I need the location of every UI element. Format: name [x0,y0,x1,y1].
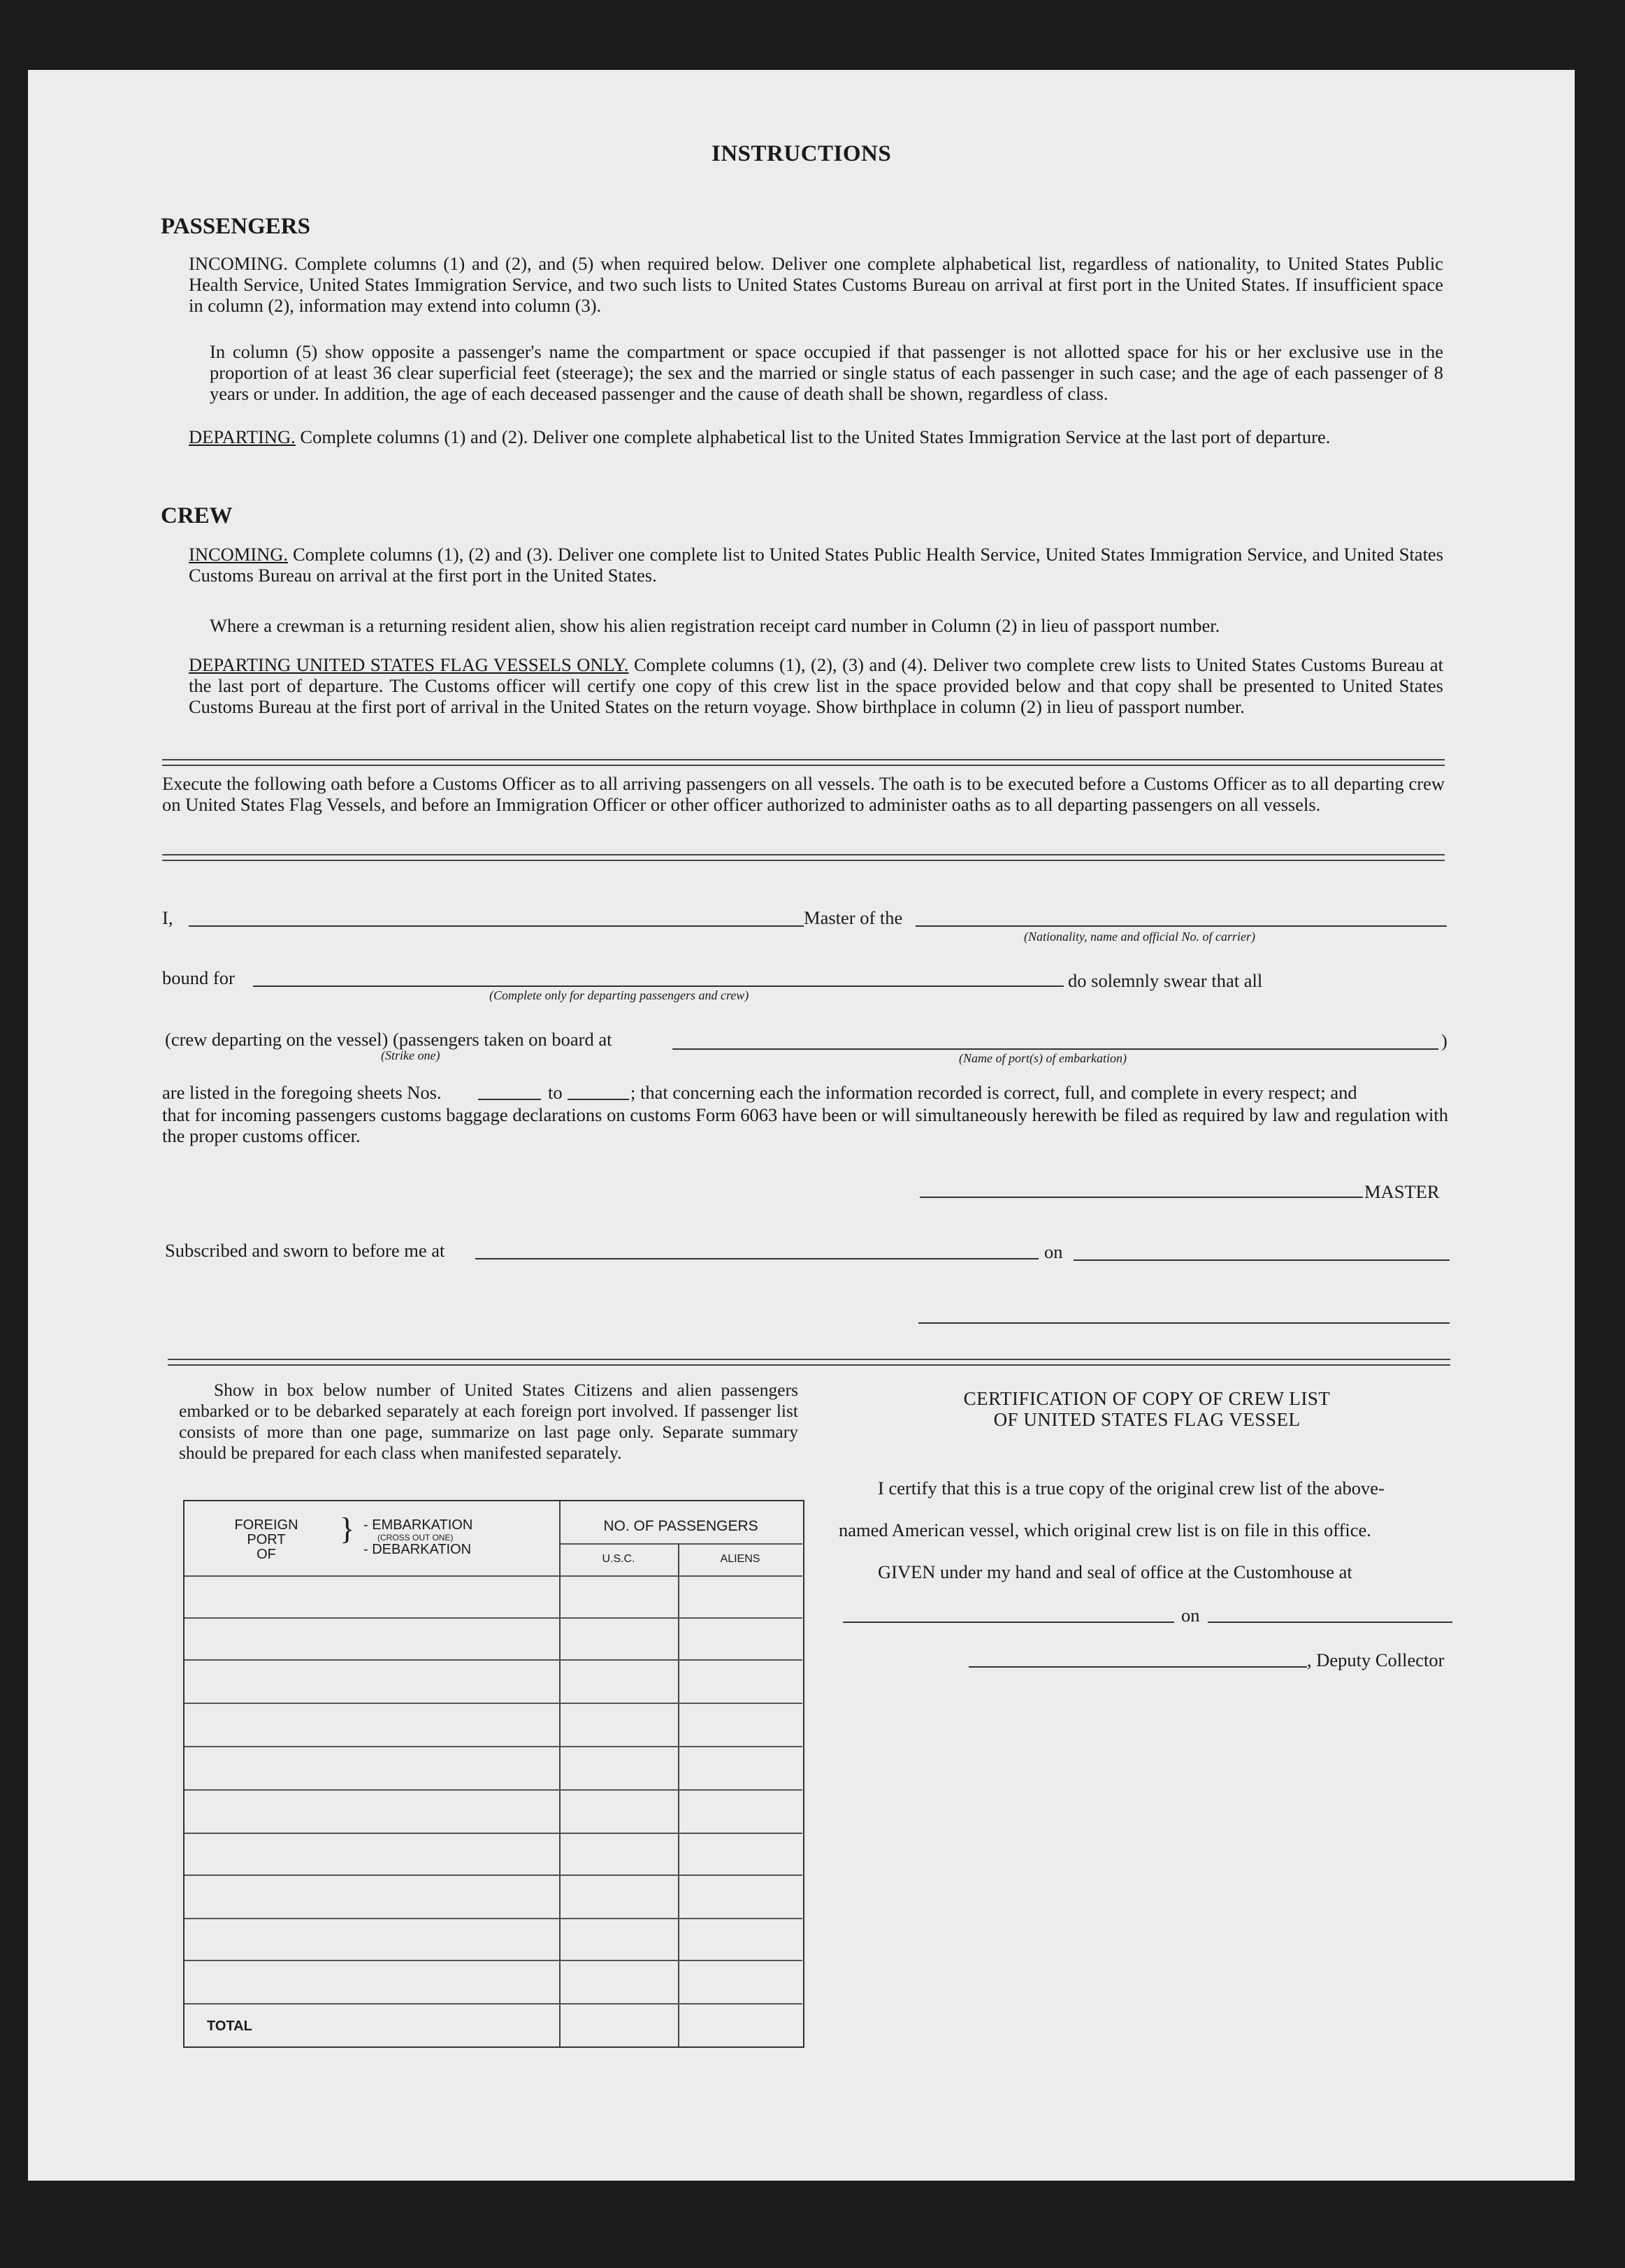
certification-text-2: named American vessel, which original crew list is on file in this office. [839,1519,1371,1540]
master-name-field[interactable] [189,925,804,927]
table-row[interactable] [185,1617,802,1619]
passenger-summary-table [183,1500,804,2048]
oath-intro: Execute the following oath before a Customs Officer as to all arriving passengers on all vessels. The oath is to be executed before a Customs Officer as to all departing crew on United States Flag Vessels, and before an Immigration Officer or other officer authorized to administer oaths as to all departing passengers on all vessels. [162,773,1445,815]
bound-for-label: bound for [162,967,235,988]
certification-heading-line1: CERTIFICATION OF COPY OF CREW LIST [963,1388,1331,1409]
carrier-field[interactable] [916,925,1447,927]
passengers-heading: PASSENGERS [161,214,310,239]
certification-text-3: GIVEN under my hand and seal of office at the Customhouse at [878,1561,1352,1582]
certification-heading [864,1388,1430,1430]
certification-heading-line2: OF UNITED STATES FLAG VESSEL [993,1409,1301,1430]
crew-incoming-paragraph [189,544,1443,586]
table-row[interactable] [185,1746,802,1747]
double-rule [162,759,1445,766]
passengers-column5-paragraph: In column (5) show opposite a passenger's name the compartment or space occupied if that passenger is not allotted space for his or her exclusive use in the proportion of at least 36 clear superficial feet (steerage); the sex and the married or single status of each passenger in such case; and the age of each passenger of 8 years or under. In addition, the age of each deceased passenger and the cause of death shall be shown, regardless of class. [210,341,1443,404]
table-row[interactable] [185,1960,802,1961]
swear-label: do solemnly swear that all [1068,970,1263,991]
passengers-departing-text: Complete columns (1) and (2). Deliver one complete alphabetical list to the United States Immigration Service at the last port of departure. [300,426,1331,447]
passengers-incoming-paragraph [189,253,1443,316]
officer-signature-field[interactable] [918,1322,1450,1324]
table-divider [559,1543,802,1545]
deputy-signature-field[interactable] [969,1666,1307,1668]
embarkation-label-group [363,1518,472,1557]
port-label: PORT [247,1532,286,1547]
embarkation-port-field[interactable] [672,1048,1438,1050]
table-row[interactable] [185,1833,802,1834]
master-label: MASTER [1364,1181,1440,1202]
crew-heading: CREW [161,503,233,528]
sheet-to-field[interactable] [568,1099,629,1100]
table-divider [678,1545,679,2046]
foreign-label: FOREIGN [234,1517,298,1533]
crew-incoming-label: INCOMING. [189,544,289,565]
double-rule [168,1359,1450,1366]
certification-on-label: on [1181,1605,1200,1626]
page-title: INSTRUCTIONS [712,141,892,166]
usc-header: U.S.C. [602,1553,635,1565]
passengers-incoming-label: INCOMING. [189,253,289,274]
crew-departing-label: DEPARTING UNITED STATES FLAG VESSELS ONLY. [189,654,629,675]
sworn-place-field[interactable] [475,1258,1039,1259]
brace-glyph: } [340,1512,355,1546]
crew-departing-text: Complete columns (1), (2), (3) and (4). Deliver two complete crew lists to United States Customs Bureau at the last port of departure. The Customs officer will certify one copy of this crew list in the space provided below and that copy shall be presented to United States Customs Bureau at the first port of arrival in the United States on the return voyage. Show birthplace in column (2) in lieu of passport number. [189,654,1443,717]
customhouse-field[interactable] [843,1621,1174,1623]
table-row[interactable] [185,1875,802,1876]
crew-incoming-text: Complete columns (1), (2) and (3). Deliver one complete list to United States Public Health Service, United States Immigration Service, and United States Customs Bureau on arrival at the first port in the United States. [189,544,1444,586]
no-of-passengers-header: NO. OF PASSENGERS [603,1518,758,1534]
certification-text-1: I certify that this is a true copy of the original crew list of the above- [878,1478,1385,1498]
table-row[interactable] [185,2003,802,2005]
crew-resident-paragraph: Where a crewman is a returning resident alien, show his alien registration receipt card number in Column (2) in lieu of passport number. [210,615,1220,636]
certification-date-field[interactable] [1208,1621,1452,1623]
double-rule [162,854,1445,861]
oath-i-label: I, [162,907,173,928]
aliens-header: ALIENS [720,1553,760,1565]
table-header-rule [185,1575,802,1577]
table-row[interactable] [185,1918,802,1919]
table-row[interactable] [185,1789,802,1791]
passengers-departing-label: DEPARTING. [189,426,296,447]
baggage-clause: that for incoming passengers customs baggage declarations on customs Form 6063 have been or will simultaneously herewith be filed as required by law and regulation with the proper customs officer. [162,1104,1448,1146]
debarkation-label: - DEBARKATION [363,1542,472,1557]
strike-one-caption: (Strike one) [381,1048,440,1062]
sworn-date-field[interactable] [1074,1259,1450,1261]
carrier-caption: (Nationality, name and official No. of carrier) [1024,930,1255,944]
crew-departing-label: (crew departing on the vessel) (passengers taken on board at [165,1029,612,1050]
table-row[interactable] [185,1703,802,1704]
master-of-the-label: Master of the [804,907,903,928]
cross-out-label: (CROSS OUT ONE) [377,1533,454,1543]
bound-for-field[interactable] [253,985,1064,987]
passengers-incoming-text: Complete columns (1) and (2), and (5) when required below. Deliver one complete alphabetical list, regardless of nationality, to United States Public Health Service, United States Immigration Service, and two such lists to United States Customs Bureau on arrival at first port in the United States. If insufficient space in column (2), information may extend into column (3). [189,253,1443,316]
sheet-from-field[interactable] [478,1099,541,1100]
master-signature-field[interactable] [920,1197,1363,1198]
close-paren: ) [1441,1030,1447,1051]
crew-departing-paragraph [189,654,1443,717]
listed-to-label: to [548,1082,563,1103]
port-caption: (Name of port(s) of embarkation) [959,1051,1127,1065]
foreign-port-of-label [228,1518,305,1562]
departing-caption: (Complete only for departing passengers and crew) [489,988,749,1002]
of-label: OF [257,1547,276,1562]
table-row[interactable] [185,1659,802,1661]
subscribed-label: Subscribed and sworn to before me at [165,1240,445,1261]
sworn-on-label: on [1044,1241,1063,1262]
deputy-collector-label: , Deputy Collector [1307,1649,1445,1670]
summary-instructions: Show in box below number of United States Citizens and alien passengers embarked or to be debarked separately at each foreign port involved. If passenger list consists of more than one page, summarize on last page only. Separate summary should be prepared for each class when manifested separately. [179,1380,798,1463]
table-divider [559,1501,561,2046]
listed-sheets-label: are listed in the foregoing sheets Nos. [162,1082,442,1103]
passengers-departing-paragraph [189,426,1443,447]
total-label: TOTAL [207,2018,252,2034]
listed-clause: ; that concerning each the information recorded is correct, full, and complete in every respect; and [630,1082,1357,1103]
embarkation-label: - EMBARKATION [363,1517,473,1533]
